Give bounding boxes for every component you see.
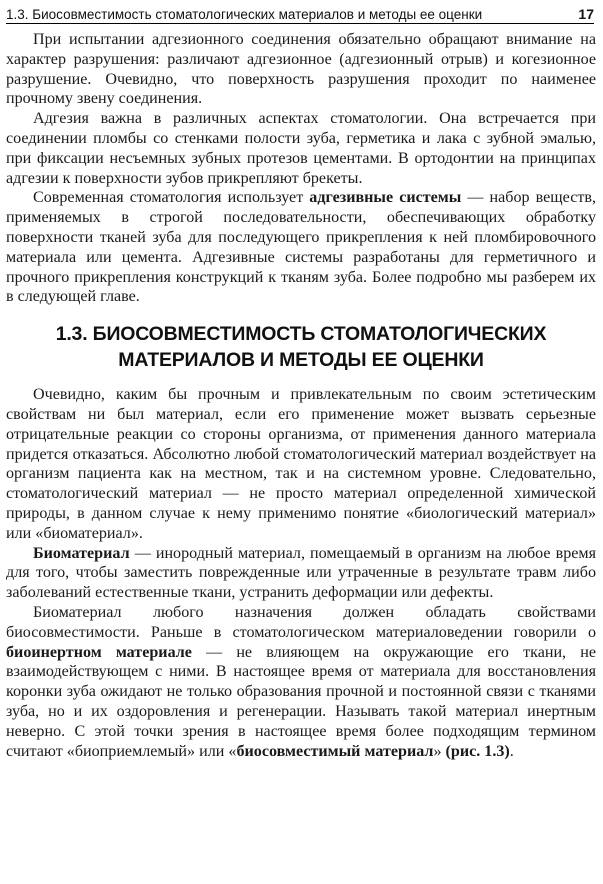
running-header xyxy=(6,2,594,24)
section-heading-line-2: МАТЕРИАЛОВ И МЕТОДЫ ЕЕ ОЦЕНКИ xyxy=(118,349,484,372)
section-heading-line-1: 1.3. БИОСОВМЕСТИМОСТЬ СТОМАТОЛОГИЧЕСКИХ xyxy=(55,323,547,346)
figure-reference: (рис. 1.3) xyxy=(445,742,510,760)
paragraph-biomaterial-intro: Очевидно, каким бы прочным и привлекательным по своим эстетическим свойствам ни был материал, если его применение может вызвать серьезные отрицательные реакции со стороны организма, от применения данного материала придется отказаться. Абсолютно любой стоматологический материал воздействует на организм пациента как на местном, так и на системном уровне. Следовательно, стоматологический материал — не просто материал определенной химической природы, в данном случае к нему применимо понятие «биологический материал» или «биоматериал». xyxy=(6,386,596,542)
paragraph-adhesion-testing: При испытании адгезионного соединения обязательно обращают внимание на характер разрушения: различают адгезионное (адгезионный отрыв) и когезионное разрушение. Очевидно, что поверхность разрушения проходит по наименее прочному звену соединения. xyxy=(6,31,596,108)
paragraph-adhesive-systems: Современная стоматология использует адгезивные системы — набор веществ, применяемых в строгой последовательности, обеспечивающих обработку поверхности тканей зуба для последующего прикрепления к ней пломбировочного материала или цемента. Адгезивные системы разработаны для герметичного и прочного прикрепления конструкций к тканям зуба. Более подробно мы разберем их в следующей главе. xyxy=(6,189,597,306)
term-biomaterial: Биоматериал xyxy=(33,544,130,562)
section-heading xyxy=(6,321,596,373)
term-biocompatible-material: биосовместимый материал xyxy=(236,742,434,760)
paragraph-adhesion-aspects: Адгезия важна в различных аспектах стоматологии. Она встречается при соединении пломбы со стенками полости зуба, герметика и лака с зубной эмалью, при фиксации несъемных зубных протезов цементами. В ортодонтии на принципах адгезии к поверхности зубов прикрепляют брекеты. xyxy=(6,110,596,187)
paragraph-biocompatibility: Биоматериал любого назначения должен обладать свойствами биосовместимости. Раньше в стоматологическом материаловедении говорили о биоинертном материале — не влияющем на окружающие его ткани, не взаимодействующем с ними. В настоящее время от материала для восстановления коронки зуба ожидают не только образования прочной и постоянной связи с тканями зуба, но и их оздоровления и регенерации. Называть такой материал инертным неверно. С этой точки зрения в настоящее время более подходящим термином считают «биоприемлемый» или «биосовместимый материал» (рис. 1.3). xyxy=(6,603,596,760)
paragraph-biomaterial-definition: Биоматериал — инородный материал, помещаемый в организм на любое время для того, чтобы заместить поврежденные или утраченные в результате травм либо заболеваний естественные ткани, устранить деформации или дефекты. xyxy=(6,544,596,602)
page-number: 17 xyxy=(578,6,594,22)
running-title: 1.3. Биосовместимость стоматологических материалов и методы ее оценки xyxy=(6,7,483,22)
page-body xyxy=(6,30,596,761)
term-bioinert-material: биоинертном материале xyxy=(6,643,192,661)
term-adhesive-systems: адгезивные системы xyxy=(309,189,462,207)
